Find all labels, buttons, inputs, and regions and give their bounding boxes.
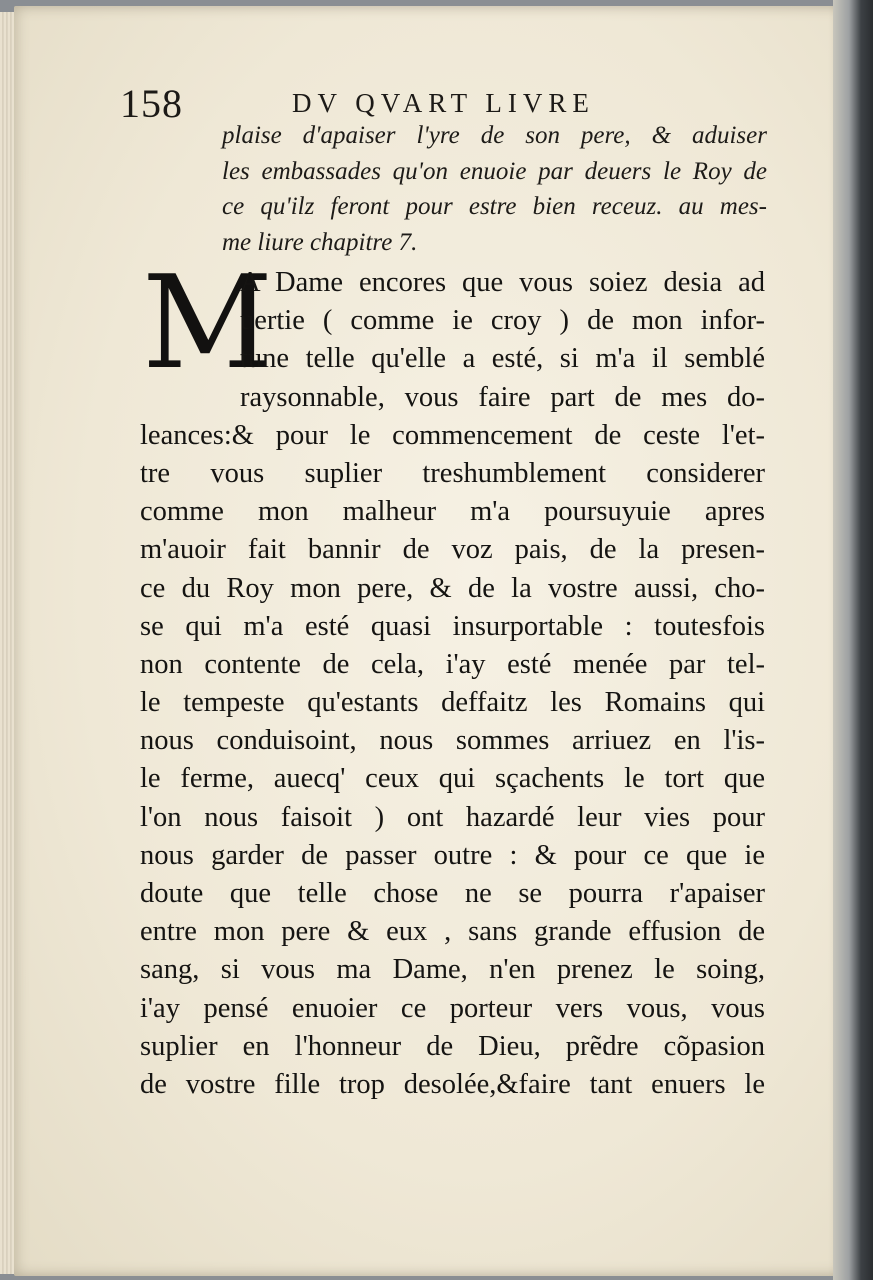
argument-line: les embassades qu'on enuoie par deuers le Roy de	[222, 157, 767, 185]
argument-line: me liure chapitre 7.	[222, 228, 418, 256]
argument-line: plaise d'apaiser l'yre de son pere, & aduiser	[222, 122, 767, 149]
text-line: suplier en l'honneur de Dieu, prẽdre cõpasion	[140, 1030, 765, 1062]
text-line: doute que telle chose ne se pourra r'apaiser	[140, 878, 765, 909]
drop-cap: M	[142, 249, 274, 398]
text-line: comme mon malheur m'a poursuyuie apres	[140, 496, 765, 528]
text-line: se qui m'a esté quasi insurportable : toutesfois	[140, 610, 765, 642]
book-spine-edge	[833, 0, 873, 1280]
text-line: entre mon pere & eux , sans grande effusion de	[140, 916, 765, 948]
text-line: leances:& pour le commencement de ceste l'et-	[140, 419, 765, 451]
running-title: DV QVART LIVRE	[292, 88, 595, 118]
argument-line: ce qu'ilz feront pour estre bien receuz. au mes-	[222, 193, 767, 220]
text-line: non contente de cela, i'ay esté menée par tel-	[140, 648, 765, 680]
text-line: m'auoir fait bannir de voz pais, de la presen-	[140, 534, 765, 566]
text-line: nous garder de passer outre : & pour ce que ie	[140, 839, 765, 871]
text-line: nous conduisoint, nous sommes arriuez en l'is-	[140, 725, 765, 757]
text-line: le tempeste qu'estants deffaitz les Romains qui	[140, 687, 765, 719]
text-line: le ferme, auecq' ceux qui sçachents le tort que	[140, 763, 765, 795]
text-line: de vostre fille trop desolée,&faire tant enuers le	[140, 1068, 765, 1100]
text-line: raysonnable, vous faire part de mes do-	[240, 381, 765, 413]
page-number: 158	[120, 81, 183, 126]
text-line: A Dame encores que vous soiez desia ad	[240, 267, 765, 298]
body-text	[140, 249, 765, 1104]
text-line: uertie ( comme ie croy ) de mon infor-	[240, 305, 765, 337]
text-line: tre vous suplier treshumblement considerer	[140, 457, 765, 489]
text-line: l'on nous faisoit ) ont hazardé leur vies pour	[140, 801, 765, 833]
text-line: sang, si vous ma Dame, n'en prenez le soing,	[140, 954, 765, 986]
text-line: ce du Roy mon pere, & de la vostre aussi, cho-	[140, 572, 765, 604]
text-line: i'ay pensé enuoier ce porteur vers vous, vous	[140, 992, 765, 1024]
text-line: tune telle qu'elle a esté, si m'a il semblé	[240, 343, 765, 375]
chapter-argument	[222, 118, 767, 260]
